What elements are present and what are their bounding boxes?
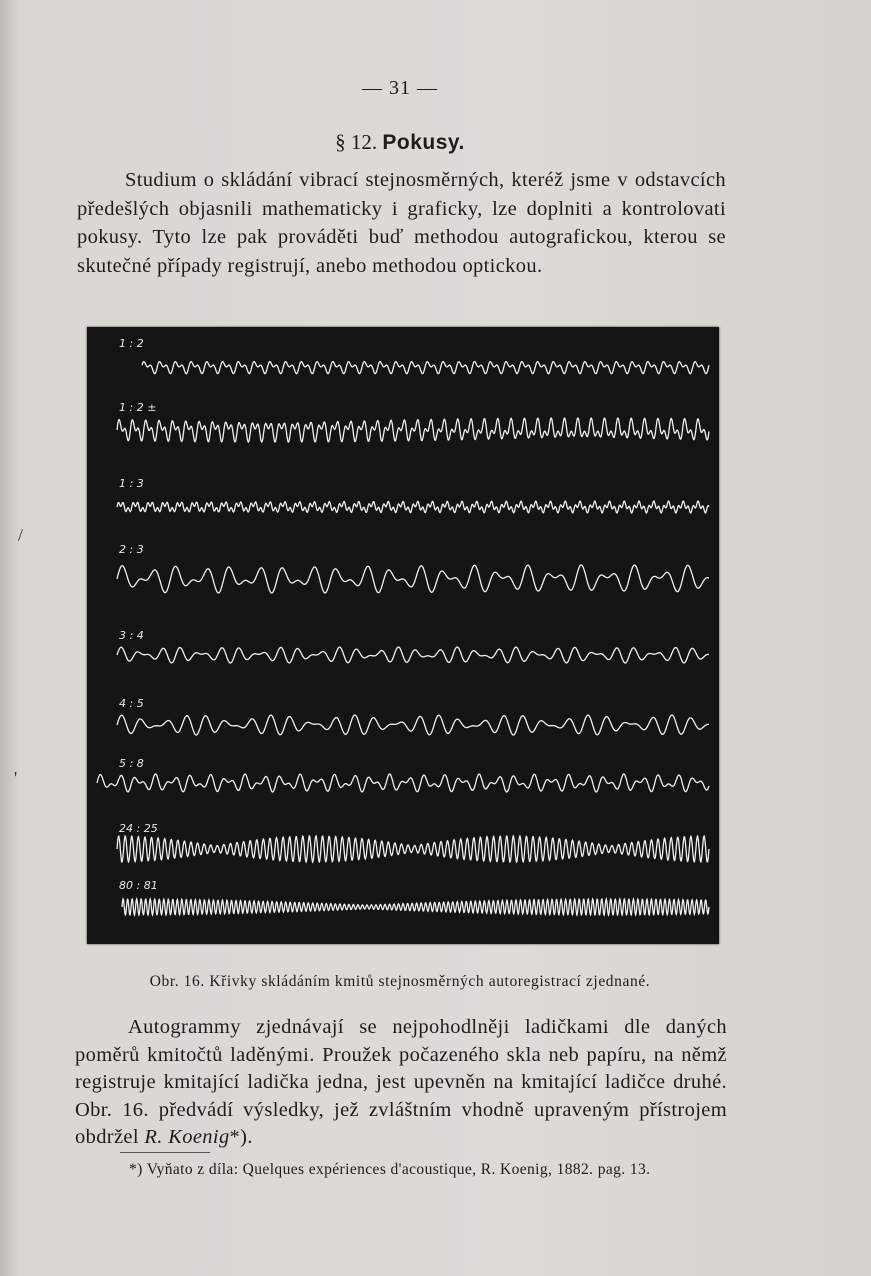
waveform-plate [87, 327, 719, 944]
waveform-curve-8 [122, 899, 709, 915]
waveform-curve-1 [117, 418, 709, 442]
footnote-rule [120, 1152, 210, 1153]
footnote [77, 1158, 727, 1182]
margin-mark-slash: / [18, 525, 24, 545]
waveform-curve-3 [117, 565, 709, 593]
figure-autograms [87, 327, 719, 944]
margin-mark-tick: ' [14, 768, 18, 788]
footnote-text: Vyňato z díla: Quelques expériences d'acoustique, R. Koenig, 1882. pag. 13. [146, 1161, 651, 1178]
ratio-label-2: 1 : 3 [119, 477, 144, 490]
footnote-marker: *) [129, 1161, 143, 1178]
ratio-label-7: 24 : 25 [119, 822, 158, 835]
ratio-label-8: 80 : 81 [119, 879, 158, 892]
body-paragraph-text: Autogrammy zjednávají se nejpohodlněji ladičkami dle daných poměrů kmitočtů laděnými. Proužek počazeného skla neb papíru, na němž registruje kmitající ladička jedna, jest upevněn na kmitající ladičce druhé. Obr. 16. předvádí výsledky, jež zvláštním vhodně upraveným přístrojem obdržel [75, 1016, 727, 1149]
section-number: § 12. [335, 130, 378, 154]
waveform-curve-0 [142, 362, 709, 374]
ratio-label-3: 2 : 3 [119, 543, 144, 556]
ratio-label-5: 4 : 5 [119, 697, 144, 710]
section-title: Pokusy. [382, 131, 465, 154]
waveform-curve-6 [97, 774, 709, 792]
waveform-curve-5 [117, 715, 709, 735]
page-number: — 31 — [362, 77, 438, 99]
figure-caption: Obr. 16. Křivky skládáním kmitů stejnosměrných autoregistrací zjednané. [149, 973, 651, 990]
ratio-label-4: 3 : 4 [119, 629, 144, 642]
waveform-curve-4 [117, 647, 709, 663]
author-name: R. Koenig [144, 1126, 230, 1149]
body-paragraph [75, 1014, 727, 1152]
ratio-label-6: 5 : 8 [119, 757, 144, 770]
waveform-curve-2 [117, 501, 709, 513]
section-heading [0, 130, 800, 155]
waveform-curve-7 [117, 836, 709, 862]
ratio-label-0: 1 : 2 [119, 337, 144, 350]
ratio-label-1: 1 : 2 ± [119, 401, 157, 414]
intro-paragraph: Studium o skládání vibrací stejnosměrných, kteréž jsme v odstavcích předešlých objasnili mathematicky i graficky, lze doplniti a kontrolovati pokusy. Tyto lze pak prováděti buď methodou autografickou, kterou se skutečné případy registrují, anebo methodou optickou. [77, 169, 726, 277]
footnote-reference: *). [229, 1126, 253, 1149]
